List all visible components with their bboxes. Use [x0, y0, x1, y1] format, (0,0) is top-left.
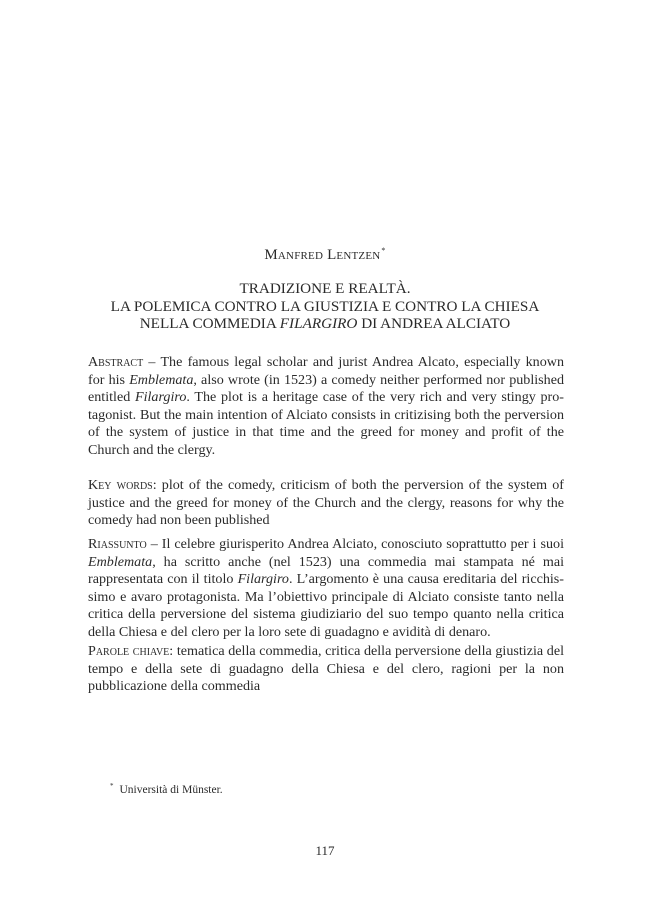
riassunto-sep: –: [146, 536, 162, 552]
parole-sep: :: [169, 643, 177, 659]
abstract-label: Abstract: [88, 354, 144, 370]
riassunto-label: Riassunto: [88, 536, 147, 552]
abstract-paragraph: [88, 354, 564, 459]
parole-text: tematica della commedia, critica della perversione della giustizia del tempo e della sete di guadagno della Chiesa e del clero, ragioni per la non pubblicazione della commedia: [88, 643, 564, 694]
footnote-text: Università di Münster.: [119, 783, 223, 796]
abstract-italic-2: Filargiro: [134, 389, 187, 405]
author-name-text: Manfred Lentzen: [264, 247, 381, 263]
riassunto-text-2: , ha scritto anche (nel 1523) una commedia mai stampata né mai rappresentata con il titolo: [88, 553, 564, 587]
parole-paragraph: [88, 643, 564, 696]
riassunto-italic-2: Filargiro: [237, 571, 289, 587]
riassunto-text-3: . L’argomento è una causa ereditaria del ricchissimo e avaro protagonista. Ma l’obiettivo principale di Alciato consiste tanto nella critica della perversione del sistema giudiziario del suo tempo quanto nella critica della Chiesa e del clero per la loro sete di guadagno e avidità di denaro.: [88, 571, 564, 640]
riassunto-text-1: Il celebre giurisperito Andrea Alciato, conosciuto soprattutto per i suoi: [161, 536, 564, 552]
footnote-mark: *: [110, 782, 114, 790]
footnote: [110, 779, 223, 797]
abstract-sep: –: [143, 354, 161, 370]
abstract-text-1: The famous legal scholar and jurist Andrea Alcato, especially known for his: [88, 354, 565, 388]
author-footnote-mark: *: [381, 246, 386, 255]
title-line-3: [40, 315, 610, 333]
paper-title: [40, 280, 610, 333]
title-line-3-start: NELLA COMMEDIA: [139, 315, 280, 332]
keywords-label: Key words: [88, 477, 153, 493]
keywords-sep: :: [152, 477, 162, 493]
keywords-text: plot of the comedy, criticism of both the perversion of the system of justice and the greed for money of the Church and the clergy, reasons for why the comedy had non been published: [88, 477, 564, 528]
page-number: 117: [315, 843, 335, 858]
riassunto-paragraph: [88, 536, 564, 641]
parole-label: Parole chiave: [88, 643, 170, 659]
title-italic-work: FILARGIRO: [279, 315, 358, 332]
keywords-paragraph: [88, 477, 564, 530]
title-line-2: LA POLEMICA CONTRO LA GIUSTIZIA E CONTRO LA CHIESA: [110, 297, 540, 315]
riassunto-italic-1: Emblemata: [88, 553, 153, 570]
abstract-text-3: . The plot is a heritage case of the very rich and very stingy protagonist. But the main intention of Alciato consists in critizising both the perversion of the system of justice in that time and the greed for money and profit of the Church and the clergy.: [88, 389, 564, 458]
title-line-3-end: DI ANDREA ALCIATO: [357, 315, 511, 332]
author-name: [0, 246, 650, 264]
title-line-1: TRADIZIONE E REALTÀ.: [239, 280, 411, 297]
abstract-italic-1: Emblemata: [129, 371, 194, 388]
abstract-text-2: , also wrote (in 1523) a comedy neither performed nor published entitled: [88, 371, 565, 405]
